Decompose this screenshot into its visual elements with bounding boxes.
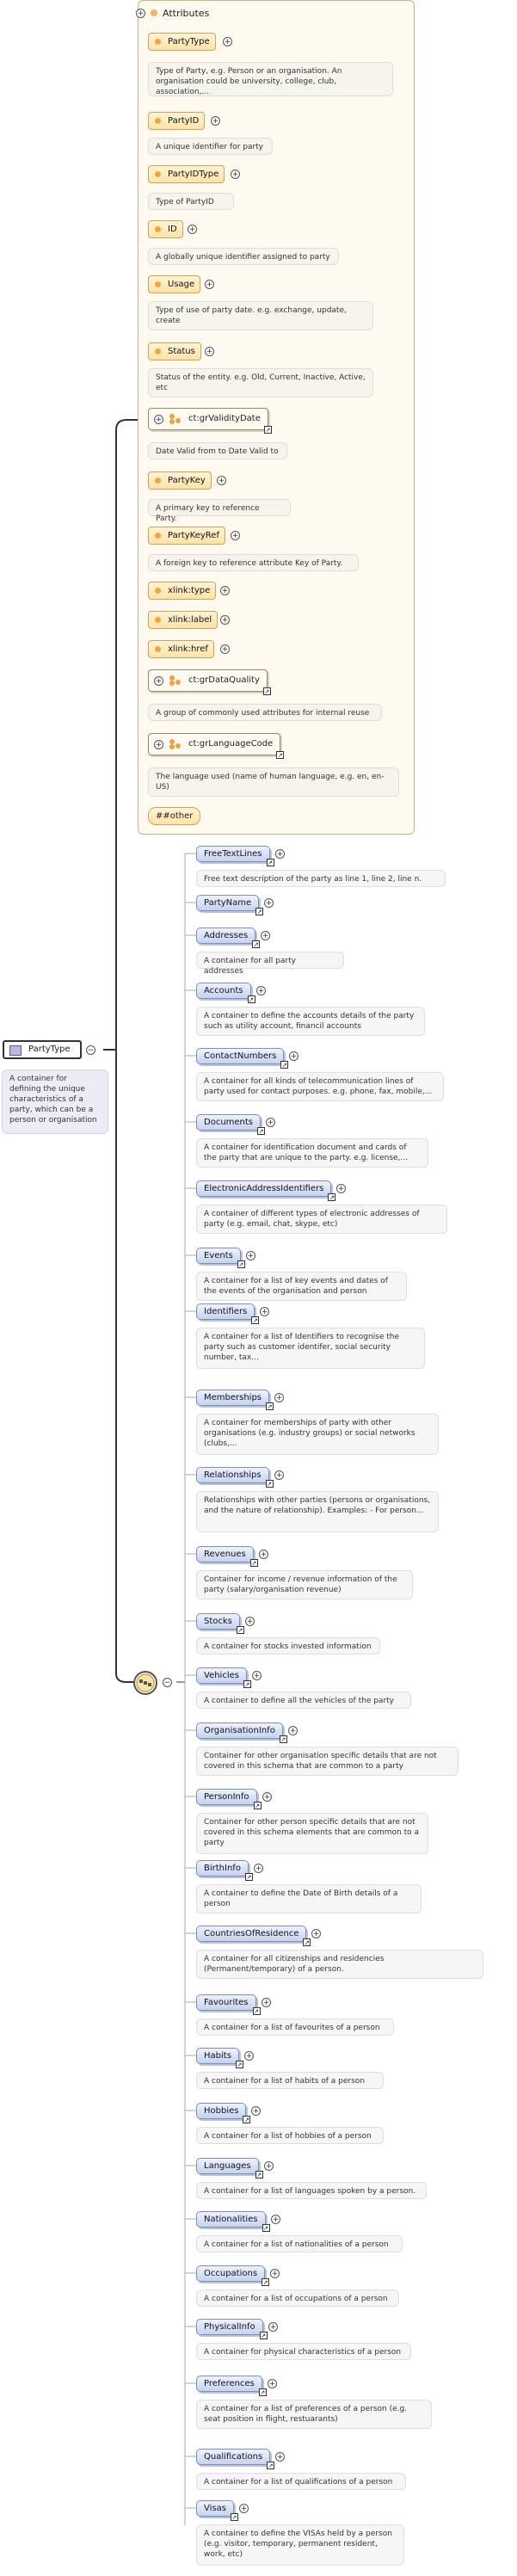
link-icon[interactable]: ↗ bbox=[264, 688, 270, 695]
element-doc: A container for a list of preferences of a person (e.g. seat position in flight, restuarants) bbox=[196, 2400, 432, 2429]
link-icon[interactable]: ↗ bbox=[277, 752, 283, 759]
expand-icon[interactable]: + bbox=[275, 1471, 283, 1480]
link-icon[interactable]: ↗ bbox=[237, 1627, 243, 1634]
element-doc: A container for a list of languages spoken by a person. bbox=[196, 2182, 427, 2199]
expand-icon[interactable]: + bbox=[221, 616, 229, 625]
link-icon[interactable]: ↗ bbox=[267, 1403, 273, 1410]
link-icon[interactable]: ↗ bbox=[268, 2462, 274, 2469]
link-icon[interactable]: ↗ bbox=[254, 2008, 259, 2015]
element-doc: A container for all party addresses bbox=[196, 952, 344, 969]
expand-icon[interactable]: + bbox=[224, 38, 231, 46]
element-physicalinfo[interactable]: PhysicalInfo ↗ bbox=[196, 2319, 263, 2335]
link-icon[interactable]: ↗ bbox=[238, 1261, 244, 1268]
element-stocks[interactable]: Stocks ↗ bbox=[196, 1613, 240, 1630]
attr-partyid[interactable]: PartyID bbox=[148, 112, 205, 130]
attr-doc: A group of commonly used attributes for internal reuse bbox=[148, 704, 382, 721]
expand-icon[interactable]: + bbox=[188, 225, 196, 234]
attr-xlink-label[interactable]: xlink:label bbox=[148, 611, 218, 629]
link-icon[interactable]: ↗ bbox=[255, 1803, 260, 1809]
attr-partykeyref[interactable]: PartyKeyRef bbox=[148, 527, 225, 545]
expand-icon[interactable]: + bbox=[221, 645, 229, 654]
link-icon[interactable]: ↗ bbox=[329, 1194, 335, 1201]
element-countriesofresidence[interactable]: CountriesOfResidence ↗ bbox=[196, 1926, 306, 1942]
link-icon[interactable]: ↗ bbox=[280, 1736, 286, 1743]
element-birthinfo[interactable]: BirthInfo ↗ bbox=[196, 1860, 249, 1877]
element-doc: A container for a list of hobbies of a person bbox=[196, 2127, 384, 2144]
expand-icon[interactable]: + bbox=[137, 9, 145, 18]
element-identifiers[interactable]: Identifiers ↗ bbox=[196, 1303, 255, 1320]
element-favourites[interactable]: Favourites ↗ bbox=[196, 1994, 256, 2011]
element-doc: A container for identification document and cards of the party that are unique to the party. e.g. license,... bbox=[196, 1138, 428, 1168]
attribute-icon bbox=[155, 171, 161, 177]
element-doc: A container for a list of Identifiers to recognise the party such as customer identifer, social security number, tax... bbox=[196, 1328, 425, 1369]
element-personinfo[interactable]: PersonInfo ↗ bbox=[196, 1789, 257, 1805]
element-doc: Container for other organisation specific details that are not covered in this schema that are common to a party bbox=[196, 1747, 459, 1776]
expand-icon[interactable]: + bbox=[155, 416, 163, 424]
attr-doc: A primary key to reference Party. bbox=[148, 499, 291, 516]
attr-doc: A unique identifier for party bbox=[148, 138, 273, 155]
element-partyname[interactable]: PartyName ↗ bbox=[196, 895, 259, 911]
element-doc: A container for memberships of party with other organisations (e.g. industry groups) or social networks (clubs,... bbox=[196, 1414, 439, 1455]
element-electronicaddressidentifiers[interactable]: ElectronicAddressIdentifiers ↗ bbox=[196, 1180, 331, 1197]
link-icon[interactable]: ↗ bbox=[256, 2172, 262, 2179]
link-icon[interactable]: ↗ bbox=[260, 2389, 266, 2396]
element-doc: Container for other person specific details that are not covered in this schema elements that are common to a party bbox=[196, 1813, 428, 1854]
expand-icon[interactable]: + bbox=[240, 2505, 248, 2513]
link-icon[interactable]: ↗ bbox=[237, 2061, 243, 2068]
attr-doc: Date Valid from to Date Valid to bbox=[148, 442, 287, 459]
element-doc: Free text description of the party as line 1, line 2, line n. bbox=[196, 870, 446, 887]
element-vehicles[interactable]: Vehicles ↗ bbox=[196, 1667, 247, 1684]
expand-icon[interactable]: + bbox=[269, 2323, 277, 2332]
attribute-icon bbox=[155, 39, 161, 45]
element-preferences[interactable]: Preferences ↗ bbox=[196, 2376, 262, 2392]
expand-icon[interactable]: + bbox=[265, 899, 273, 908]
expand-icon[interactable]: + bbox=[245, 2052, 253, 2061]
element-doc: A container to define the VISAs held by a person (e.g. visitor, temporary, permanent resident, work, etc) bbox=[196, 2524, 404, 2566]
element-nationalities[interactable]: Nationalities ↗ bbox=[196, 2211, 266, 2228]
expand-icon[interactable]: + bbox=[260, 1550, 268, 1559]
expand-icon[interactable]: + bbox=[263, 1793, 271, 1802]
element-doc: A container for a list of habits of a person bbox=[196, 2072, 384, 2089]
element-organisationinfo[interactable]: OrganisationInfo ↗ bbox=[196, 1722, 283, 1739]
complex-type-icon bbox=[9, 1045, 22, 1056]
attribute-icon bbox=[155, 588, 161, 594]
attr-doc: A globally unique identifier assigned to party bbox=[148, 248, 339, 265]
element-hobbies[interactable]: Hobbies ↗ bbox=[196, 2103, 246, 2119]
link-icon[interactable]: ↗ bbox=[281, 1062, 287, 1069]
expand-icon[interactable]: + bbox=[255, 1864, 262, 1873]
attr-doc: The language used (name of human language, e.g. en, en-US) bbox=[148, 767, 399, 797]
attribute-icon bbox=[155, 533, 161, 539]
expand-icon[interactable]: + bbox=[289, 1727, 297, 1735]
attr-doc: A foreign key to reference attribute Key of Party. bbox=[148, 554, 359, 571]
attribute-icon bbox=[155, 617, 161, 623]
attribute-icon bbox=[155, 348, 161, 354]
expand-icon[interactable]: + bbox=[262, 1999, 270, 2007]
expand-icon[interactable]: + bbox=[261, 1308, 268, 1316]
element-doc: Container for income / revenue information of the party (salary/organisation revenue) bbox=[196, 1570, 413, 1599]
link-icon[interactable]: ↗ bbox=[305, 1939, 310, 1946]
element-doc: A container for a list of qualifications of a person bbox=[196, 2473, 406, 2490]
element-doc: A container for a list of key events and dates of the events of the organisation and person bbox=[196, 1272, 407, 1301]
link-icon[interactable]: ↗ bbox=[256, 909, 262, 915]
element-doc: Relationships with other parties (persons or organisations, and the nature of relationship). Examples: - For person... bbox=[196, 1491, 439, 1532]
element-relationships[interactable]: Relationships ↗ bbox=[196, 1467, 269, 1483]
attr-xlink-type[interactable]: xlink:type bbox=[148, 582, 216, 600]
expand-icon[interactable]: + bbox=[290, 1052, 298, 1061]
attr-doc: Status of the entity. e.g. Old, Current, Inactive, Active, etc bbox=[148, 368, 373, 397]
element-doc: A container for all kinds of telecommunication lines of party used for contact purposes. e.g. phone, fax, mobile,... bbox=[196, 1072, 444, 1101]
link-icon[interactable]: ↗ bbox=[268, 860, 273, 866]
expand-icon[interactable]: + bbox=[276, 850, 284, 859]
attribute-icon bbox=[155, 478, 161, 484]
attr-doc: Type of use of party date. e.g. exchange, update, create bbox=[148, 301, 373, 330]
collapse-icon[interactable]: − bbox=[87, 1046, 95, 1055]
link-icon[interactable]: ↗ bbox=[262, 2279, 268, 2286]
link-icon[interactable]: ↗ bbox=[246, 1874, 252, 1881]
attr-partytype[interactable]: PartyType bbox=[148, 33, 216, 51]
attr-grlanguagecode[interactable]: + ct:grLanguageCode ↗ bbox=[148, 733, 280, 755]
attr-grdataquality[interactable]: + ct:grDataQuality ↗ bbox=[148, 669, 268, 692]
element-doc: A container of different types of electronic addresses of party (e.g. email, chat, skype, etc) bbox=[196, 1205, 447, 1234]
attr-usage[interactable]: Usage bbox=[148, 275, 200, 293]
attr-doc: Type of PartyID bbox=[148, 193, 234, 210]
link-icon[interactable]: ↗ bbox=[265, 427, 271, 434]
expand-icon[interactable]: + bbox=[267, 1119, 274, 1127]
expand-icon[interactable]: + bbox=[231, 532, 239, 540]
root-element-partytype[interactable]: PartyType bbox=[3, 1040, 82, 1059]
element-doc: A container for a list of occupations of a person bbox=[196, 2289, 399, 2307]
expand-icon[interactable]: + bbox=[262, 932, 269, 940]
expand-icon[interactable]: + bbox=[337, 1185, 345, 1193]
element-freetextlines[interactable]: FreeTextLines ↗ bbox=[196, 846, 270, 862]
expand-icon[interactable]: + bbox=[155, 677, 163, 686]
link-icon[interactable]: ↗ bbox=[267, 1481, 273, 1488]
expand-icon[interactable]: + bbox=[247, 1252, 255, 1260]
attr-status[interactable]: Status bbox=[148, 342, 201, 361]
element-events[interactable]: Events ↗ bbox=[196, 1248, 241, 1264]
expand-icon[interactable]: + bbox=[206, 348, 213, 356]
link-icon[interactable]: ↗ bbox=[253, 941, 259, 948]
expand-icon[interactable]: + bbox=[268, 2380, 276, 2388]
attr-xlink-href[interactable]: xlink:href bbox=[148, 640, 214, 658]
attr-grvaliditydate[interactable]: + ct:grValidityDate ↗ bbox=[148, 408, 268, 430]
link-icon[interactable]: ↗ bbox=[263, 2225, 268, 2232]
element-accounts[interactable]: Accounts ↗ bbox=[196, 983, 251, 999]
element-doc: A container to define all the vehicles of the party bbox=[196, 1692, 411, 1709]
element-revenues[interactable]: Revenues ↗ bbox=[196, 1546, 254, 1562]
expand-icon[interactable]: + bbox=[221, 587, 229, 595]
expand-icon[interactable]: + bbox=[257, 987, 265, 995]
link-icon[interactable]: ↗ bbox=[249, 996, 255, 1003]
expand-icon[interactable]: + bbox=[312, 1930, 320, 1938]
element-habits[interactable]: Habits ↗ bbox=[196, 2048, 239, 2064]
expand-icon[interactable]: + bbox=[155, 741, 163, 749]
element-doc: A container for physical characteristics of a person bbox=[196, 2343, 411, 2360]
element-doc: A container to define the Date of Birth details of a person bbox=[196, 1884, 422, 1914]
element-documents[interactable]: Documents ↗ bbox=[196, 1114, 261, 1131]
expand-icon[interactable]: + bbox=[218, 477, 225, 485]
element-doc: A container for all citizenships and residencies (Permanent/temporary) of a person. bbox=[196, 1950, 483, 1979]
attr-any-other[interactable]: ##other bbox=[148, 807, 200, 825]
attribute-group-icon bbox=[169, 414, 182, 424]
attr-partykey[interactable]: PartyKey bbox=[148, 471, 212, 490]
element-memberships[interactable]: Memberships ↗ bbox=[196, 1390, 269, 1406]
attributes-title: Attributes bbox=[163, 7, 210, 19]
attr-id[interactable]: ID bbox=[148, 220, 183, 238]
attribute-icon bbox=[155, 226, 161, 232]
attribute-icon bbox=[155, 118, 161, 124]
link-icon[interactable]: ↗ bbox=[244, 2117, 249, 2123]
collapse-icon[interactable]: − bbox=[163, 1679, 171, 1687]
sequence-compositor-icon[interactable] bbox=[133, 1671, 157, 1695]
link-icon[interactable]: ↗ bbox=[258, 1128, 264, 1135]
element-contactnumbers[interactable]: ContactNumbers ↗ bbox=[196, 1048, 284, 1064]
element-languages[interactable]: Languages ↗ bbox=[196, 2158, 259, 2174]
element-occupations[interactable]: Occupations ↗ bbox=[196, 2265, 265, 2282]
attribute-icon bbox=[151, 9, 157, 16]
attr-partyidtype[interactable]: PartyIDType bbox=[148, 165, 225, 183]
element-doc: A container for stocks invested information bbox=[196, 1637, 380, 1655]
attribute-group-icon bbox=[169, 675, 182, 686]
attribute-icon bbox=[155, 646, 161, 652]
link-icon[interactable]: ↗ bbox=[251, 1560, 257, 1567]
link-icon[interactable]: ↗ bbox=[261, 2333, 267, 2339]
element-doc: A container for a list of favourites of a person bbox=[196, 2018, 394, 2036]
expand-icon[interactable]: + bbox=[252, 2107, 260, 2116]
element-visas[interactable]: Visas ↗ bbox=[196, 2500, 234, 2517]
element-qualifications[interactable]: Qualifications ↗ bbox=[196, 2449, 270, 2465]
expand-icon[interactable]: + bbox=[206, 280, 213, 289]
attribute-icon bbox=[155, 281, 161, 287]
link-icon[interactable]: ↗ bbox=[244, 1681, 250, 1688]
element-doc: A container for a list of nationalities of a person bbox=[196, 2235, 403, 2252]
expand-icon[interactable]: + bbox=[212, 117, 219, 126]
expand-icon[interactable]: + bbox=[272, 2215, 280, 2224]
expand-icon[interactable]: + bbox=[275, 1394, 283, 1402]
expand-icon[interactable]: + bbox=[246, 1618, 254, 1626]
expand-icon[interactable]: + bbox=[253, 1672, 261, 1680]
root-doc: A container for defining the unique characteristics of a party, which can be a person or organisation bbox=[2, 1069, 108, 1134]
expand-icon[interactable]: + bbox=[231, 170, 239, 179]
link-icon[interactable]: ↗ bbox=[252, 1317, 258, 1324]
element-doc: A container to define the accounts details of the party such as utility account, financil accounts bbox=[196, 1007, 425, 1036]
link-icon[interactable]: ↗ bbox=[231, 2514, 237, 2521]
element-addresses[interactable]: Addresses ↗ bbox=[196, 927, 255, 944]
expand-icon[interactable]: + bbox=[271, 2270, 279, 2278]
expand-icon[interactable]: + bbox=[265, 2162, 273, 2171]
attribute-group-icon bbox=[169, 739, 182, 749]
attributes-header[interactable] bbox=[136, 5, 209, 21]
attr-doc: Type of Party, e.g. Person or an organisation. An organisation could be university, college, club, association,... bbox=[148, 62, 393, 96]
expand-icon[interactable]: + bbox=[276, 2453, 284, 2462]
